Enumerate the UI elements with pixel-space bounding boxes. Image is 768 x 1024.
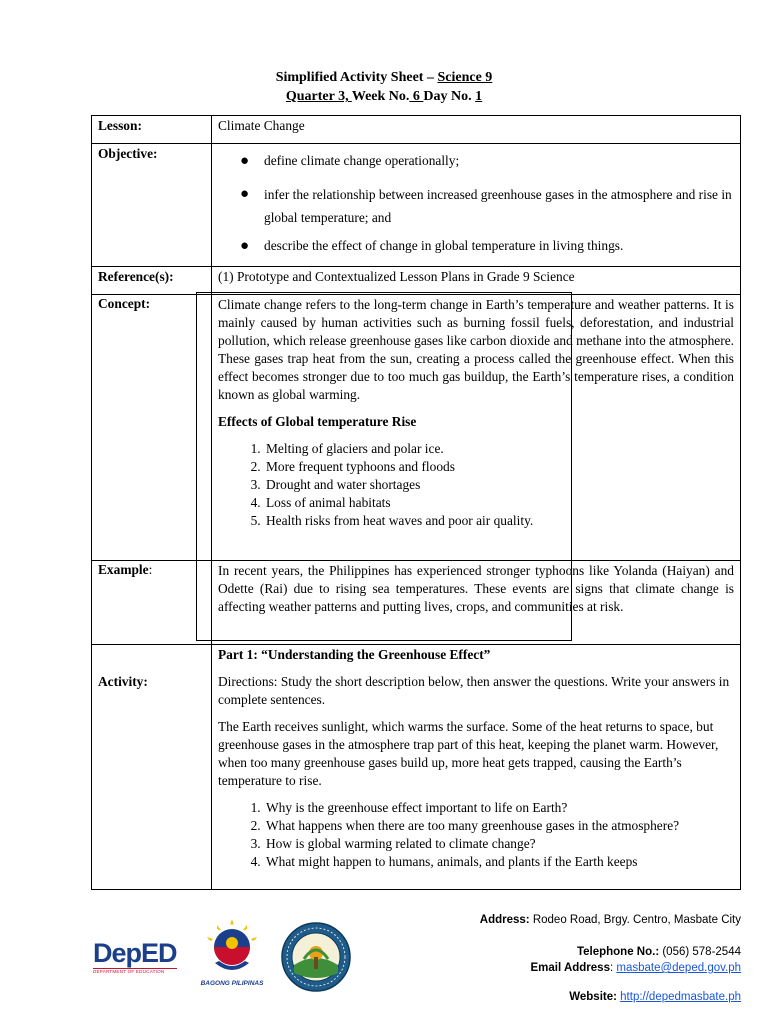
footer-website: Website: http://depedmasbate.ph <box>569 991 741 1003</box>
activity-questions <box>218 799 734 871</box>
reference-value: (1) Prototype and Contextualized Lesson Plans in Grade 9 Science <box>212 267 741 295</box>
effect-item: 3. Drought and water shortages <box>264 476 734 494</box>
effect-item: 5. Health risks from heat waves and poor air quality. <box>264 512 734 530</box>
example-text: In recent years, the Philippines has experienced stronger typhoons like Yolanda (Haiyan) and Odette (Rai) due to rising sea temperatures. These events are signs that climate change is affecting weather patterns and putting lives, crops, and communities at risk. <box>212 561 741 645</box>
effect-item: 4. Loss of animal habitats <box>264 494 734 512</box>
objective-list <box>218 152 734 255</box>
deped-logo <box>93 939 177 979</box>
bagong-pilipinas-emblem <box>193 917 271 975</box>
division-seal-icon <box>280 921 352 993</box>
activity-description: The Earth receives sunlight, which warms the surface. Some of the heat returns to space, but greenhouse gases in the atmosphere trap part of this heat, keeping the planet warm. However, when too many greenhouse gases build up, more heat gets trapped, causing the Earth’s temperature to rise. <box>218 719 719 788</box>
sheet-schedule: Quarter 3, Week No. 6 Day No. 1 <box>285 89 483 104</box>
reference-row <box>92 267 741 295</box>
question-item: 3. How is global warming related to climate change? <box>264 835 734 853</box>
footer-telephone: Telephone No.: (056) 578-2544 <box>576 946 741 958</box>
effects-list <box>218 440 734 530</box>
email-link[interactable]: masbate@deped.gov.ph <box>616 962 741 974</box>
example-label: Example: <box>92 561 212 645</box>
deped-logo-wordmark: DepED <box>93 938 177 968</box>
website-link[interactable]: http://depedmasbate.ph <box>620 991 741 1003</box>
concept-paragraph: Climate change refers to the long-term change in Earth’s temperature and weather patterns. It is mainly caused by human activities such as burning fossil fuels, deforestation, and industrial pollution, which release greenhouse gases like carbon dioxide and methane into the atmosphere. These gases trap heat from the sun, creating a process called the greenhouse effect. When this effect becomes stronger due to too much gas buildup, the Earth’s temperature rises, a condition known as global warming. <box>218 297 734 402</box>
week-number: 6 <box>409 89 424 104</box>
effect-item: 2. More frequent typhoons and floods <box>264 458 734 476</box>
effect-item: 1. Melting of glaciers and polar ice. <box>264 440 734 458</box>
reference-label: Reference(s): <box>92 267 212 295</box>
concept-label: Concept: <box>92 295 212 561</box>
sheet-header <box>0 68 768 106</box>
concept-row <box>92 295 741 561</box>
question-item: 2. What happens when there are too many greenhouse gases in the atmosphere? <box>264 817 734 835</box>
effects-heading: Effects of Global temperature Rise <box>218 414 417 429</box>
question-item: 4. What might happen to humans, animals, and plants if the Earth keeps <box>264 853 734 871</box>
footer-address: Address: Rodeo Road, Brgy. Centro, Masbate City <box>479 914 741 926</box>
quarter: Quarter 3, <box>285 89 352 104</box>
division-seal <box>280 921 352 993</box>
bagong-pilipinas-text: BAGONG PILIPINAS <box>200 980 264 987</box>
lesson-table <box>91 115 741 890</box>
day-number: 1 <box>475 89 483 104</box>
objective-item: ● infer the relationship between increased greenhouse gases in the atmosphere and rise in global temperature; and <box>218 183 734 229</box>
activity-cell <box>212 645 741 890</box>
lesson-row <box>92 116 741 144</box>
deped-logo-subtitle: DEPARTMENT OF EDUCATION <box>93 968 177 975</box>
concept-cell <box>212 295 741 561</box>
sheet-title: Simplified Activity Sheet – Science 9 <box>275 70 493 85</box>
objective-item: ● describe the effect of change in global temperature in living things. <box>218 237 734 255</box>
objective-cell <box>212 144 741 267</box>
footer-email: Email Address: masbate@deped.gov.ph <box>530 962 741 974</box>
lesson-label: Lesson: <box>92 116 212 144</box>
objective-label: Objective: <box>92 144 212 267</box>
example-row <box>92 561 741 645</box>
objective-item: ● define climate change operationally; <box>218 152 734 170</box>
subject: Science 9 <box>437 70 493 85</box>
activity-part-title: Part 1: “Understanding the Greenhouse Effect” <box>218 647 491 662</box>
activity-row <box>92 645 741 890</box>
lesson-value: Climate Change <box>212 116 741 144</box>
activity-label: Activity: <box>92 645 212 890</box>
question-item: 1. Why is the greenhouse effect important to life on Earth? <box>264 799 734 817</box>
activity-directions: Directions: Study the short description below, then answer the questions. Write your answers in complete sentences. <box>218 674 730 707</box>
objective-row <box>92 144 741 267</box>
bagong-pilipinas-logo <box>193 917 271 987</box>
